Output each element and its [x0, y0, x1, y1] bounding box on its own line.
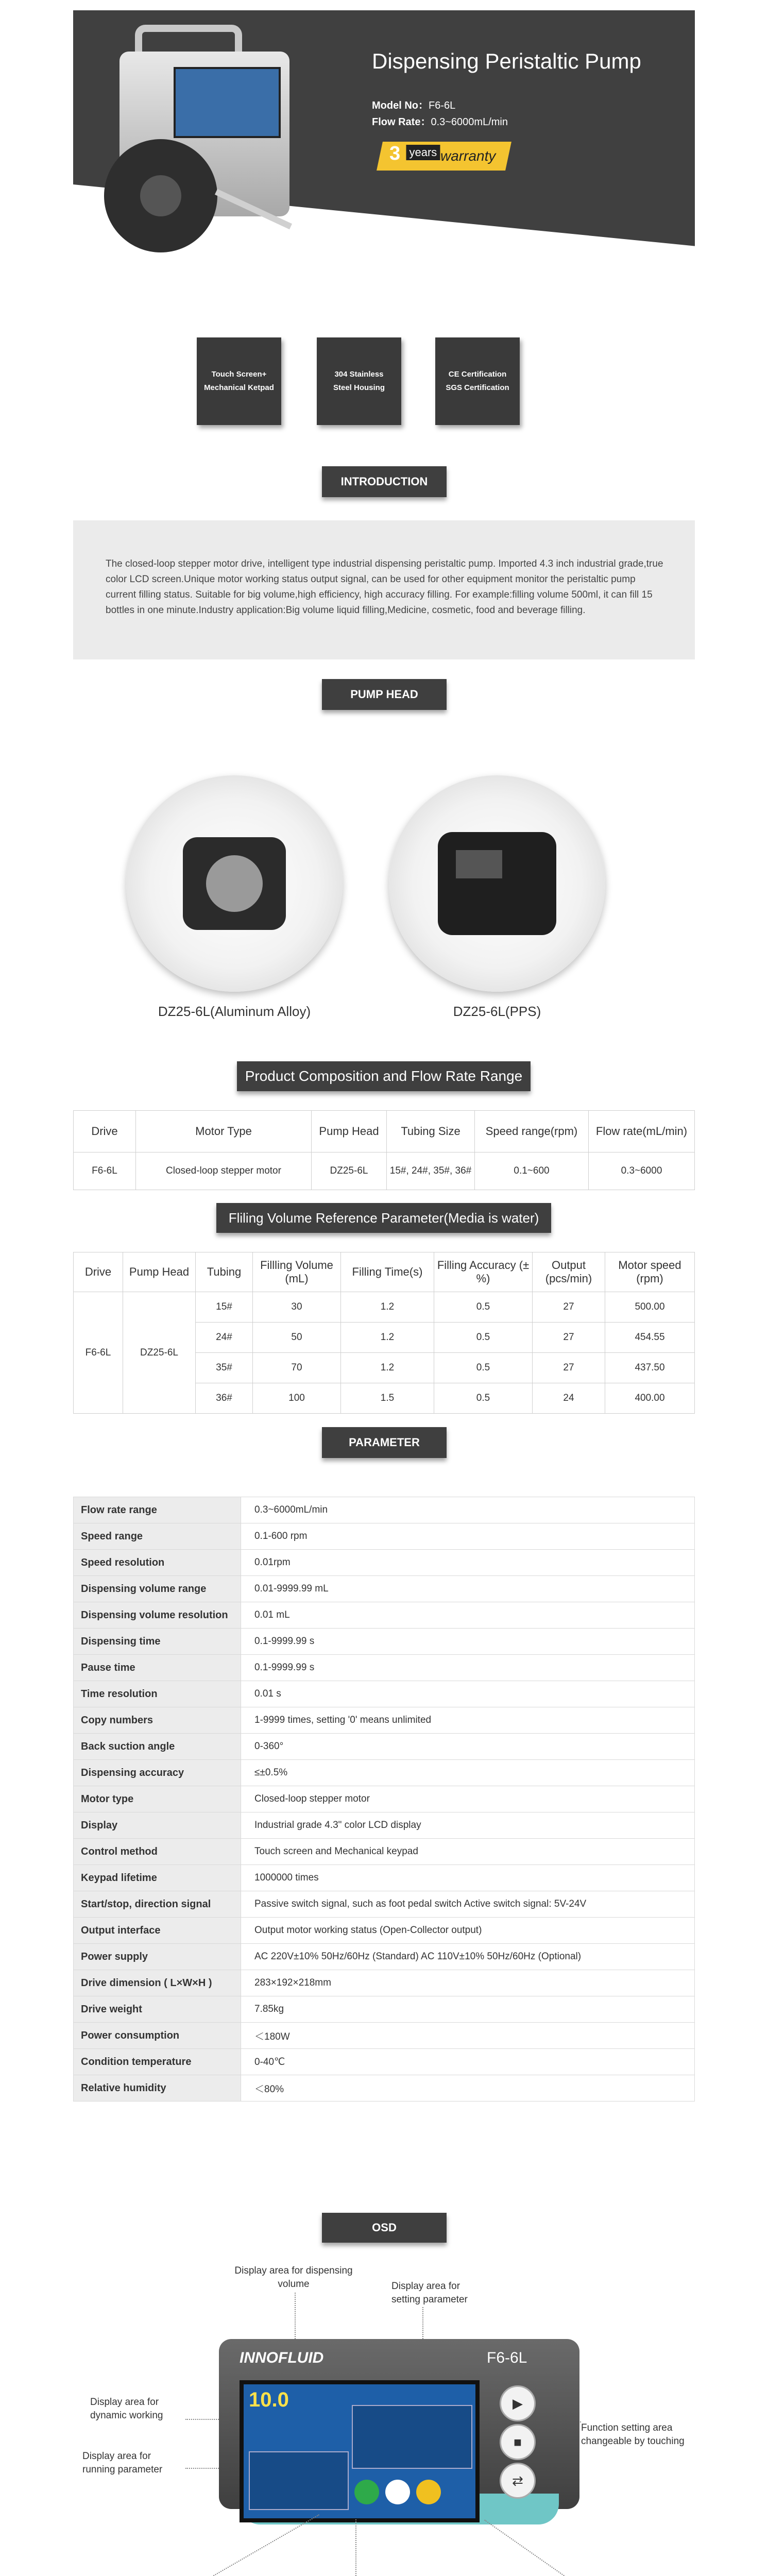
parameter-row — [74, 1996, 695, 2023]
table-cell: 0.1~600 — [475, 1153, 589, 1190]
parameter-key: Time resolution — [74, 1681, 241, 1707]
parameter-row — [74, 1550, 695, 1576]
table-header: Tubing Size — [387, 1111, 475, 1153]
parameter-row — [74, 1576, 695, 1602]
section-tab-filling: Fliling Volume Reference Parameter(Media is water) — [216, 1203, 551, 1233]
parameter-key: Condition temperature — [74, 2049, 241, 2075]
table-header: Pump Head — [312, 1111, 387, 1153]
badge-line1: CE Certification — [448, 370, 507, 379]
parameter-value: 0.3~6000mL/min — [241, 1497, 695, 1523]
parameter-row — [74, 2023, 695, 2049]
direction-button[interactable]: ⇄ — [500, 2463, 536, 2499]
parameter-row — [74, 1497, 695, 1523]
warranty-years-unit: years — [406, 145, 440, 160]
parameter-key: Output interface — [74, 1918, 241, 1944]
badge-line1: Touch Screen+ — [211, 370, 267, 379]
parameter-value: 0.1-600 rpm — [241, 1523, 695, 1550]
parameter-value: ＜180W — [241, 2023, 695, 2049]
pump-head-aluminum-caption: DZ25-6L(Aluminum Alloy) — [158, 1004, 311, 1019]
parameter-row — [74, 1629, 695, 1655]
osd-model: F6-6L — [487, 2349, 527, 2366]
table-header: Output (pcs/min) — [533, 1252, 605, 1292]
parameter-value: Touch screen and Mechanical keypad — [241, 1839, 695, 1865]
badge-line1: 304 Stainless — [334, 370, 384, 379]
parameter-row — [74, 1865, 695, 1891]
parameter-key: Control method — [74, 1839, 241, 1865]
parameter-key: Dispensing volume range — [74, 1576, 241, 1602]
table-cell: 27 — [533, 1292, 605, 1323]
table-row — [74, 1153, 695, 1190]
composition-table — [73, 1110, 695, 1190]
osd-label-setting: Display area for setting parameter — [391, 2281, 468, 2305]
table-header: Drive — [74, 1252, 123, 1292]
parameter-value: 1-9999 times, setting '0' means unlimited — [241, 1707, 695, 1734]
parameter-row — [74, 1918, 695, 1944]
warranty-text: warranty — [440, 148, 496, 164]
flow-value: 0.3~6000mL/min — [431, 116, 508, 128]
warranty-badge — [377, 142, 511, 171]
table-cell: 0.5 — [434, 1292, 533, 1323]
parameter-value: 0-40℃ — [241, 2049, 695, 2075]
section-tab-introduction: INTRODUCTION — [322, 466, 447, 497]
parameter-key: Speed range — [74, 1523, 241, 1550]
table-cell: 24 — [533, 1383, 605, 1414]
parameter-value: 0.1-9999.99 s — [241, 1629, 695, 1655]
table-row — [74, 1292, 695, 1323]
parameter-key: Motor type — [74, 1786, 241, 1812]
parameter-row — [74, 1760, 695, 1786]
warranty-years-number: 3 — [389, 143, 401, 164]
parameter-key: Dispensing time — [74, 1629, 241, 1655]
parameter-row — [74, 1944, 695, 1970]
flow-line — [372, 113, 508, 128]
section-tab-pump-head: PUMP HEAD — [322, 679, 447, 710]
parameter-value: 0.01rpm — [241, 1550, 695, 1576]
osd-brand: INNOFLUID — [240, 2349, 324, 2366]
parameter-key: Relative humidity — [74, 2075, 241, 2102]
parameter-row — [74, 1707, 695, 1734]
table-cell: Closed-loop stepper motor — [136, 1153, 312, 1190]
parameter-row — [74, 2049, 695, 2075]
parameter-row — [74, 1655, 695, 1681]
osd-label-function: Function setting area changeable by touching — [581, 2422, 685, 2447]
table-cell: 30 — [253, 1292, 341, 1323]
table-header: Motor speed (rpm) — [605, 1252, 695, 1292]
parameter-value: 0.1-9999.99 s — [241, 1655, 695, 1681]
table-cell: 1.2 — [341, 1353, 434, 1383]
table-header: Speed range(rpm) — [475, 1111, 589, 1153]
parameter-key: Power supply — [74, 1944, 241, 1970]
table-cell: 100 — [253, 1383, 341, 1414]
pump-screen — [174, 67, 281, 138]
parameter-value: Industrial grade 4.3" color LCD display — [241, 1812, 695, 1839]
table-cell: DZ25-6L — [312, 1153, 387, 1190]
osd-running-panel — [249, 2451, 349, 2510]
table-cell: 1.5 — [341, 1383, 434, 1414]
introduction-box — [73, 520, 695, 659]
badge-line2: Mechanical Ketpad — [204, 383, 274, 392]
table-cell: 1.2 — [341, 1292, 434, 1323]
parameter-value: Closed-loop stepper motor — [241, 1786, 695, 1812]
parameter-row — [74, 1891, 695, 1918]
table-cell: 0.3~6000 — [589, 1153, 695, 1190]
table-cell: 454.55 — [605, 1323, 695, 1353]
feature-badge-steel — [317, 337, 401, 425]
parameter-value: 1000000 times — [241, 1865, 695, 1891]
feature-badge-touchscreen — [197, 337, 281, 425]
model-line — [372, 97, 455, 112]
table-header: Motor Type — [136, 1111, 312, 1153]
section-tab-osd: OSD — [322, 2213, 447, 2243]
table-header-row — [74, 1252, 695, 1292]
table-header: Drive — [74, 1111, 136, 1153]
page-title: Dispensing Peristaltic Pump — [372, 49, 641, 73]
flow-label: Flow Rate： — [372, 116, 431, 128]
parameter-key: Pause time — [74, 1655, 241, 1681]
parameter-value: 283×192×218mm — [241, 1970, 695, 1996]
parameter-row — [74, 1812, 695, 1839]
parameter-value: Passive switch signal, such as foot pedal switch Active switch signal: 5V-24V — [241, 1891, 695, 1918]
parameter-value: Output motor working status (Open-Collector output) — [241, 1918, 695, 1944]
introduction-text: The closed-loop stepper motor drive, intelligent type industrial dispensing peristaltic pump. Imported 4.3 inch industrial grade,true color LCD screen.Unique motor working status output signal, can be used for other equipment monitor the peristaltic pump current filling status. Suitable for big volume,high efficiency, high accuracy filling. For example:filling volume 500ml, it can fill 15 bottles in one minute.Industry application:Big volume liquid filling,Medicine, cosmetic, food and beverage filling. — [106, 558, 663, 616]
parameter-row — [74, 1786, 695, 1812]
table-cell: 15#, 24#, 35#, 36# — [387, 1153, 475, 1190]
table-cell: 36# — [196, 1383, 253, 1414]
parameter-table — [73, 1497, 695, 2102]
mode-icon — [416, 2480, 441, 2504]
parameter-value: 7.85kg — [241, 1996, 695, 2023]
table-cell: 27 — [533, 1353, 605, 1383]
feature-badge-certification — [435, 337, 520, 425]
parameter-row — [74, 1970, 695, 1996]
parameter-key: Keypad lifetime — [74, 1865, 241, 1891]
badge-line2: Steel Housing — [333, 383, 385, 392]
parameter-key: Dispensing accuracy — [74, 1760, 241, 1786]
table-cell: 24# — [196, 1323, 253, 1353]
table-cell: 70 — [253, 1353, 341, 1383]
parameter-key: Dispensing volume resolution — [74, 1602, 241, 1629]
osd-setting-panel — [352, 2405, 472, 2469]
table-header-row — [74, 1111, 695, 1153]
parameter-value: 0.01 s — [241, 1681, 695, 1707]
parameter-row — [74, 1602, 695, 1629]
table-cell: 400.00 — [605, 1383, 695, 1414]
model-value: F6-6L — [429, 100, 456, 111]
pump-head-aluminum-image — [126, 775, 343, 992]
parameter-key: Drive weight — [74, 1996, 241, 2023]
table-cell: 50 — [253, 1323, 341, 1353]
badge-line2: SGS Certification — [446, 383, 509, 392]
settings-icon — [385, 2480, 410, 2504]
parameter-row — [74, 1681, 695, 1707]
pump-head-pps-caption: DZ25-6L(PPS) — [453, 1004, 541, 1019]
model-label: Model No： — [372, 100, 429, 111]
parameter-key: Speed resolution — [74, 1550, 241, 1576]
parameter-row — [74, 1734, 695, 1760]
table-header: Filling Accuracy (±%) — [434, 1252, 533, 1292]
parameter-row — [74, 2075, 695, 2102]
parameter-value: ＜80% — [241, 2075, 695, 2102]
table-header: Tubing — [196, 1252, 253, 1292]
stop-button[interactable]: ■ — [500, 2424, 536, 2460]
parameter-value: AC 220V±10% 50Hz/60Hz (Standard) AC 110V±10% 50Hz/60Hz (Optional) — [241, 1944, 695, 1970]
parameter-value: ≤±0.5% — [241, 1760, 695, 1786]
filling-table — [73, 1252, 695, 1414]
table-header: Fillling Volume (mL) — [253, 1252, 341, 1292]
table-cell-pump-head: DZ25-6L — [123, 1292, 196, 1414]
table-cell: 0.5 — [434, 1383, 533, 1414]
parameter-key: Copy numbers — [74, 1707, 241, 1734]
parameter-key: Display — [74, 1812, 241, 1839]
pump-head-pps-image — [389, 775, 605, 992]
table-cell: 35# — [196, 1353, 253, 1383]
pump-head-illustration — [104, 139, 217, 252]
table-cell-drive: F6-6L — [74, 1292, 123, 1414]
table-cell: 0.5 — [434, 1353, 533, 1383]
parameter-key: Start/stop, direction signal — [74, 1891, 241, 1918]
parameter-value: 0-360° — [241, 1734, 695, 1760]
parameter-key: Back suction angle — [74, 1734, 241, 1760]
table-header: Flow rate(mL/min) — [589, 1111, 695, 1153]
table-cell: 27 — [533, 1323, 605, 1353]
table-cell: 437.50 — [605, 1353, 695, 1383]
table-cell: F6-6L — [74, 1153, 136, 1190]
section-tab-parameter: PARAMETER — [322, 1427, 447, 1458]
table-cell: 0.5 — [434, 1323, 533, 1353]
parameter-key: Drive dimension ( L×W×H ) — [74, 1970, 241, 1996]
parameter-row — [74, 1523, 695, 1550]
table-header: Filling Time(s) — [341, 1252, 434, 1292]
parameter-row — [74, 1839, 695, 1865]
table-header: Pump Head — [123, 1252, 196, 1292]
start-icon — [354, 2480, 379, 2504]
table-cell: 1.2 — [341, 1323, 434, 1353]
parameter-key: Power consumption — [74, 2023, 241, 2049]
parameter-value: 0.01-9999.99 mL — [241, 1576, 695, 1602]
osd-screen-value: 10.0 — [249, 2388, 289, 2411]
osd-screen — [240, 2380, 480, 2522]
play-pause-button[interactable]: ▶ — [500, 2385, 536, 2421]
osd-label-dynamic: Display area for dynamic working — [90, 2397, 163, 2421]
hero-banner — [73, 10, 695, 278]
table-cell: 500.00 — [605, 1292, 695, 1323]
section-tab-composition: Product Composition and Flow Rate Range — [237, 1061, 531, 1091]
osd-label-running: Display area for running parameter — [82, 2451, 163, 2475]
parameter-key: Flow rate range — [74, 1497, 241, 1523]
osd-label-volume: Display area for dispensing volume — [234, 2265, 353, 2290]
table-cell: 15# — [196, 1292, 253, 1323]
parameter-value: 0.01 mL — [241, 1602, 695, 1629]
